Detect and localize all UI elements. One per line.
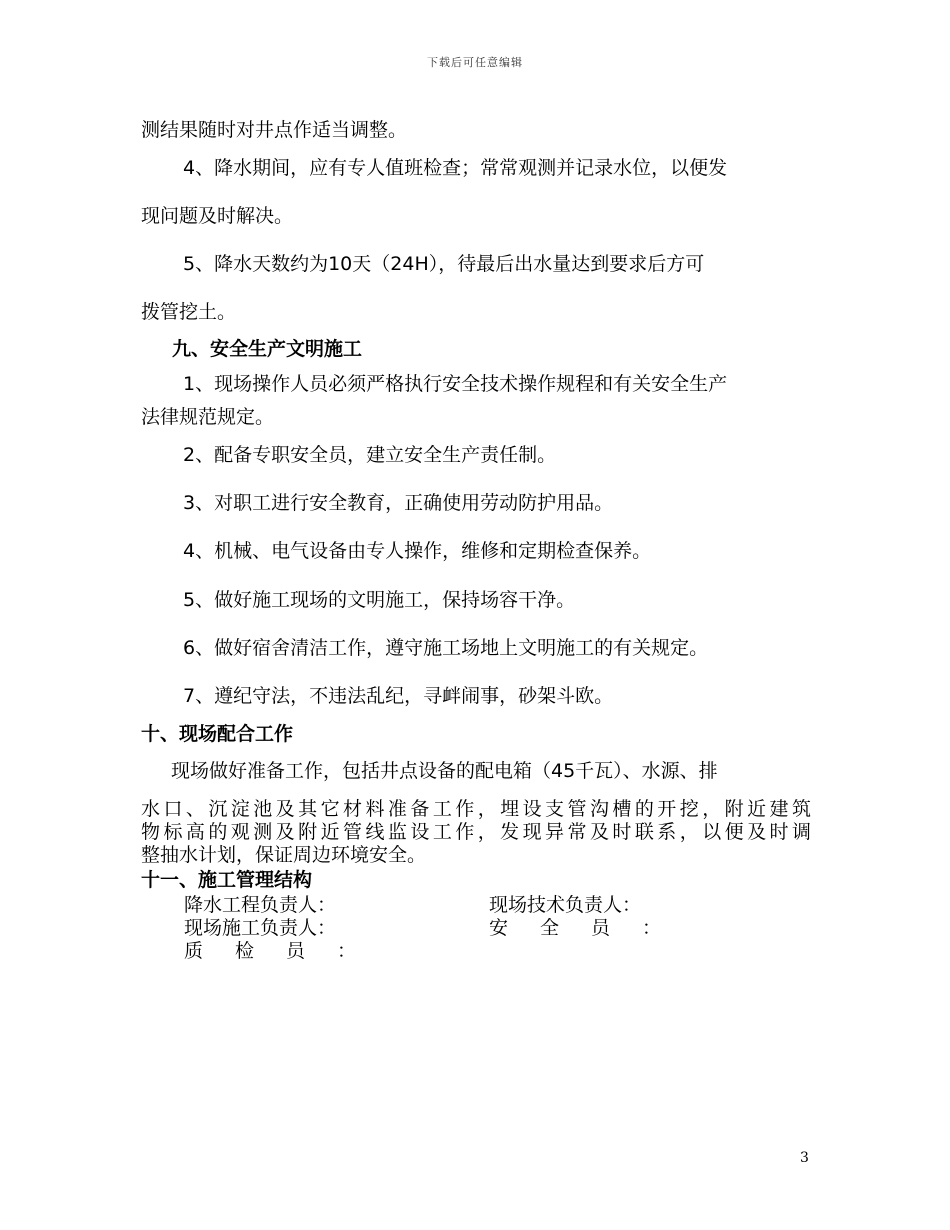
- body-line: 5、降水天数约为10天（24H），待最后出水量达到要求后方可: [183, 253, 705, 275]
- body-line: 整抽水计划，保证周边环境安全。: [141, 844, 427, 866]
- role-label: 降水工程负责人：: [184, 894, 337, 916]
- role-label-text: 安全员：: [489, 917, 694, 939]
- body-line: 水口、沉淀池及其它材料准备工作，埋设支管沟槽的开挖，附近建筑: [141, 798, 811, 820]
- list-item: 1、现场操作人员必须严格执行安全技术操作规程和有关安全生产: [183, 373, 728, 395]
- list-item: 4、机械、电气设备由专人操作，维修和定期检查保养。: [183, 540, 652, 562]
- role-label: [489, 916, 693, 940]
- role-label: [184, 939, 388, 963]
- list-item: 5、做好施工现场的文明施工，保持场容干净。: [183, 589, 576, 611]
- body-line: 4、降水期间，应有专人值班检查；常常观测并记录水位，以便发: [183, 157, 728, 179]
- list-item: 法律规范规定。: [141, 406, 275, 428]
- list-item: 7、遵纪守法，不违法乱纪，寻衅闹事，砂架斗欧。: [183, 685, 614, 707]
- section-heading: 九、安全生产文明施工: [172, 338, 363, 360]
- list-item: 3、对职工进行安全教育，正确使用劳动防护用品。: [183, 492, 614, 514]
- list-item: 6、做好宿舍清洁工作，遵守施工场地上文明施工的有关规定。: [183, 637, 709, 659]
- role-label: 现场施工负责人：: [184, 917, 337, 939]
- body-line: 现问题及时解决。: [141, 205, 294, 227]
- body-line: 物标高的观测及附近管线监设工作，发现异常及时联系，以便及时调: [141, 821, 811, 843]
- role-label-text: 质检员：: [184, 940, 389, 962]
- body-line: 拨管挖土。: [141, 301, 237, 323]
- role-label: 现场技术负责人：: [489, 894, 642, 916]
- body-line: 测结果随时对井点作适当调整。: [141, 119, 408, 141]
- page-header: 下载后可任意编辑: [427, 56, 523, 69]
- section-heading: 十一、施工管理结构: [141, 869, 313, 891]
- body-line: 现场做好准备工作，包括井点设备的配电箱（45千瓦）、水源、排: [171, 760, 718, 782]
- list-item: 2、配备专职安全员，建立安全生产责任制。: [183, 444, 557, 466]
- page-number: 3: [800, 1150, 809, 1166]
- section-heading: 十、现场配合工作: [141, 723, 294, 745]
